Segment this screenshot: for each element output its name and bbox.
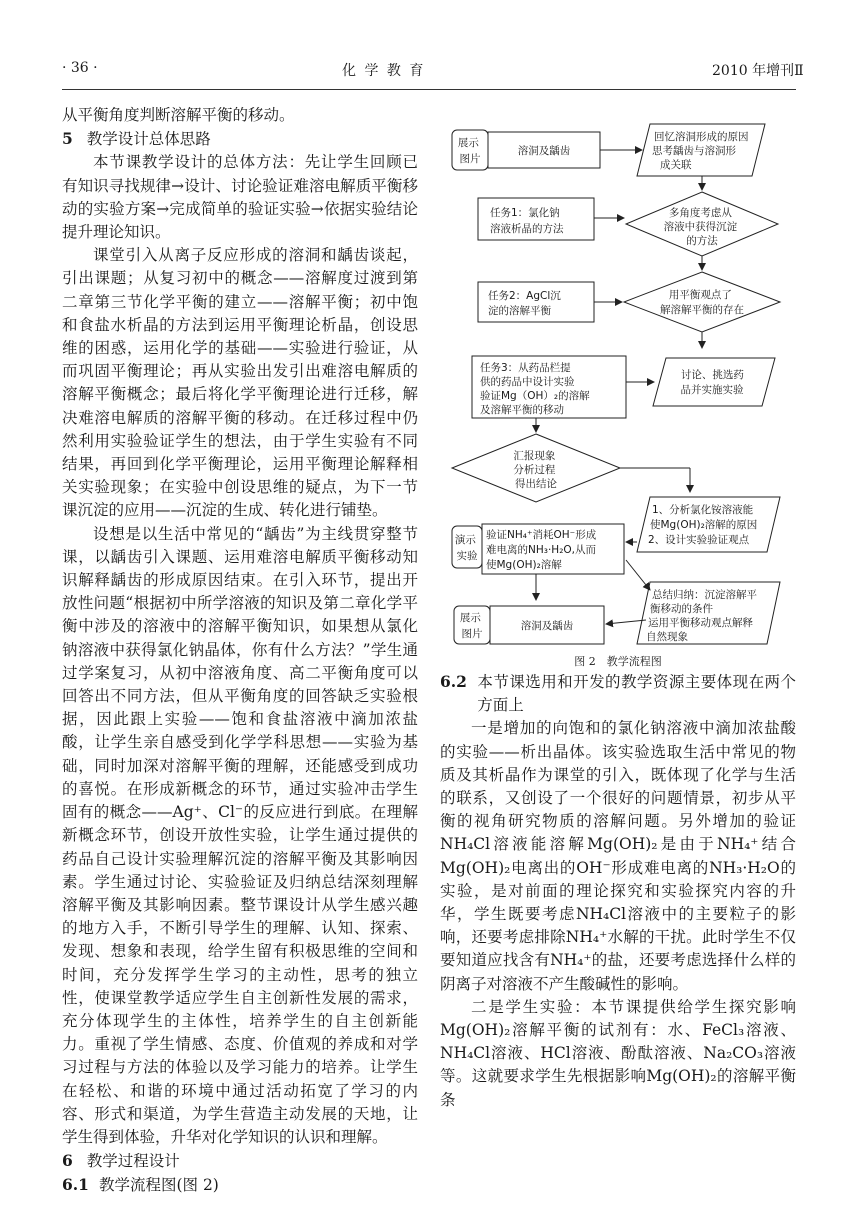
section-6-1-title: 教学流程图(图 2) <box>98 1176 219 1195</box>
svg-text:任务3：从药品栏提 供的药品中设计实验 验证 <box>480 361 593 416</box>
show-label-2-line1: 展示 <box>459 612 481 624</box>
recall-line3: 成关联 <box>660 159 692 171</box>
analysis-line3: 2、设计实验验证观点 <box>648 534 750 546</box>
show-label-2-line2: 图片 <box>461 628 483 640</box>
svg-text:1、分析氯化铵溶液能 使Mg(OH)₂溶解的原因 <box>648 503 761 546</box>
demo-rect-line3: 使Mg(OH)₂溶解 <box>486 559 562 571</box>
report-line2: 分析过程 <box>513 464 556 476</box>
page-number: · 36 · <box>62 60 98 76</box>
show-label-1-line2: 图片 <box>459 153 481 165</box>
paragraph-1: 本节课教学设计的总体方法：先让学生回顾已有知识寻找规律→设计、讨论验证难溶电解质平衡移动的实验方案→完成简单的验证实验→依据实验结论提升理论知识。 <box>62 153 418 242</box>
section-5-heading <box>62 127 418 151</box>
summary-line3: 运用平衡移动观点解释 <box>648 617 753 629</box>
section-6-2-title: 本节课选用和开发的教学资源主要体现在两个方面上 <box>476 673 796 715</box>
recall-line2: 思考龋齿与溶洞形 <box>652 145 736 157</box>
demo-label-line1: 演示 <box>454 534 476 546</box>
section-6-1-heading <box>62 1173 418 1197</box>
svg-text:总结归纳：沉淀溶解平 衡移动的条件 运用平衡 <box>646 588 760 643</box>
task3-line3: 验证Mg（OH）₂的溶解 <box>480 390 590 402</box>
paragraph-continued: 从平衡角度判断溶解平衡的移动。 <box>62 106 295 124</box>
show-label-1-line1: 展示 <box>457 137 479 149</box>
analysis-line1: 1、分析氯化铵溶液能 <box>652 504 754 516</box>
figure-caption: 图 2 教学流程图 <box>574 655 662 668</box>
svg-text:验证NH₄⁺消耗OH⁻形成 难电离的NH₃·H₂O, <box>486 528 600 571</box>
task3-line1: 任务3：从药品栏提 <box>480 362 571 374</box>
paragraph-resource-2: 二是学生实验：本节课提供给学生探究影响Mg(OH)₂溶解平衡的试剂有：水、FeCl₃溶液、NH₄Cl溶液、HCl溶液、酚酞溶液、Na₂CO₃溶液等。这就要求学生先根据影响Mg(OH)₂的溶解平衡条 <box>440 997 796 1109</box>
report-line3: 得出结论 <box>515 478 557 490</box>
journal-title: 化 学 教 育 <box>342 63 426 79</box>
svg-text:任务2：AgCl沉 淀的溶解平衡 <box>488 289 564 317</box>
equilibrium-line1: 用平衡观点了 <box>668 289 732 301</box>
section-6-2-heading <box>440 670 796 717</box>
recall-line1: 回忆溶洞形成的原因 <box>654 131 749 143</box>
section-6-2-number: 6.2 <box>440 672 467 691</box>
demo-rect-line2: 难电离的NH₃·H₂O,从而 <box>486 544 597 556</box>
paragraph-2: 课堂引入从离子反应形成的溶洞和龋齿谈起，引出课题；从复习初中的概念——溶解度过渡到第二章第三节化学平衡的建立——溶解平衡；初中饱和食盐水析晶的方法到运用平衡理论析晶，创设思维的困惑，运用化学的基础——实验进行验证，从而巩固平衡理论；再从实验出发引出难溶电解质的溶解平衡概念；最后将化学平衡理论进行迁移，解决难溶电解质的溶解平衡的移动。在迁移过程中仍然利用实验验证学生的想法，由于学生实验有不同结果，再回到化学平衡理论，运用平衡理论解释相关实验现象；在实验中创设思维的疑点，为下一节课沉淀的应用——沉淀的生成、转化进行铺垫。 <box>62 246 418 520</box>
equilibrium-decision <box>624 272 780 332</box>
paragraph-resource-1: 一是增加的向饱和的氯化钠溶液中滴加浓盐酸的实验——析出晶体。该实验选取生活中常见的物质及其析晶作为课堂的引入，既体现了化学与生活的联系，又创设了一个很好的问题情景，初步从平衡的视角研究物质的溶解问题。另外增加的验证NH₄Cl溶液能溶解Mg(OH)₂是由于NH₄⁺结合Mg(OH)₂电离出的OH⁻形成难电离的NH₃·H₂O的实验，是对前面的理论探究和实验探究内容的升华，学生既要考虑NH₄Cl溶液中的主要粒子的影响，还要考虑排除NH₄⁺水解的干扰。此时学生不仅要知道应找含有NH₄⁺的盐，还要考虑选择什么样的阴离子对溶液不产生酸碱性的影响。 <box>440 719 796 993</box>
task3-line2: 供的药品中设计实验 <box>480 376 575 388</box>
demo-label-line2: 实验 <box>456 550 478 562</box>
section-6-title: 教学过程设计 <box>86 1152 180 1171</box>
section-5-title: 教学设计总体思路 <box>86 130 211 149</box>
equilibrium-line2: 解溶解平衡的存在 <box>660 304 744 316</box>
svg-text:汇报现象 分析过程 得出结论 <box>513 449 558 490</box>
svg-text:讨论、挑选药 品并实施实验 <box>681 368 748 396</box>
teaching-flowchart <box>440 112 796 647</box>
summary-line2: 衡移动的条件 <box>650 603 713 615</box>
demo-rect-line1: 验证NH₄⁺消耗OH⁻形成 <box>486 529 597 541</box>
task2-line1: 任务2：AgCl沉 <box>488 290 561 302</box>
methods-line2: 溶液中获得沉淀 <box>663 221 738 233</box>
right-column <box>440 670 796 1112</box>
svg-text:用平衡观点了 解溶解平衡的存在 <box>660 288 744 316</box>
end-rect-text: 溶洞及龋齿 <box>520 620 574 632</box>
intro-rect-text: 溶洞及龋齿 <box>517 145 571 157</box>
section-6-heading <box>62 1149 418 1173</box>
methods-line3: 的方法 <box>686 235 718 247</box>
svg-text:任务1：氯化钠 溶液析晶的方法 <box>490 206 564 235</box>
section-6-1-number: 6.1 <box>62 1175 89 1195</box>
paragraph-3: 设想是以生活中常见的“龋齿”为主线贯穿整节课，以龋齿引入课题、运用难溶电解质平衡移动知识解释龋齿的形成原因结束。在引入环节，提出开放性问题“根据初中所学溶液的知识及第二章化学平衡中涉及的溶液中的溶解平衡知识，如果想从氯化钠溶液中获得氯化钠晶体，你有什么方法？”学生通过学案复习，从初中溶液角度、高二平衡角度可以回答出不同方法，但从平衡角度的回答缺乏实验根据，因此跟上实验——饱和食盐溶液中滴加浓盐酸，让学生亲自感受到化学学科思想——实验为基础，同时加深对溶解平衡的理解，还能感受到成功的喜悦。在形成新概念的环节，通过实验冲击学生固有的概念——Ag⁺、Cl⁻的反应进行到底。在理解新概念环节，创设开放性实验，让学生通过提供的药品自己设计实验理解沉淀的溶解平衡及其影响因素。学生通过讨论、实验验证及归纳总结深刻理解溶解平衡及其影响因素。整节课设计从学生感兴趣的地方入手，不断引导学生的理解、认知、探索、发现、想象和表现，给学生留有积极思维的空间和时间，充分发挥学生学习的主动性，思考的独立性，使课堂教学适应学生自主创新性发展的需求，充分体现学生的主体性，培养学生的自主创新能力。重视了学生情感、态度、价值观的养成和对学习过程与方法的体验以及学习能力的培养。让学生在轻松、和谐的环境中通过活动拓宽了学习的内容、形式和渠道，为学生营造主动发展的天地，让学生得到体验，升华对化学知识的认识和理解。 <box>62 524 418 1146</box>
svg-text:展示 图片 <box>458 137 482 165</box>
task2-line2: 淀的溶解平衡 <box>488 305 551 317</box>
task1-line1: 任务1：氯化钠 <box>490 207 560 219</box>
summary-line4: 自然现象 <box>646 631 688 643</box>
header-rule <box>62 89 796 90</box>
issue-label: 2010 年增刊Ⅱ <box>712 63 804 79</box>
svg-text:展示 图片 <box>460 612 484 640</box>
left-column <box>62 104 418 1198</box>
svg-text:多角度考虑从 溶液中获得沉淀 的方法 <box>664 206 741 247</box>
report-line1: 汇报现象 <box>513 450 556 462</box>
task3-line4: 及溶解平衡的移动 <box>480 404 564 416</box>
methods-line1: 多角度考虑从 <box>668 207 732 219</box>
svg-text:回忆溶洞形成的原因 思考龋齿与溶洞形 成关联 <box>652 130 752 171</box>
discuss-parallelogram <box>653 358 775 406</box>
svg-text:演示 实验 <box>455 533 479 562</box>
discuss-line1: 讨论、挑选药 <box>680 369 744 381</box>
task1-line2: 溶液析晶的方法 <box>490 223 564 235</box>
summary-line1: 总结归纳：沉淀溶解平 <box>652 589 757 601</box>
section-5-number: 5 <box>62 129 73 149</box>
analysis-line2: 使Mg(OH)₂溶解的原因 <box>650 519 758 531</box>
discuss-line2: 品并实施实验 <box>680 384 744 396</box>
section-6-number: 6 <box>62 1151 73 1171</box>
